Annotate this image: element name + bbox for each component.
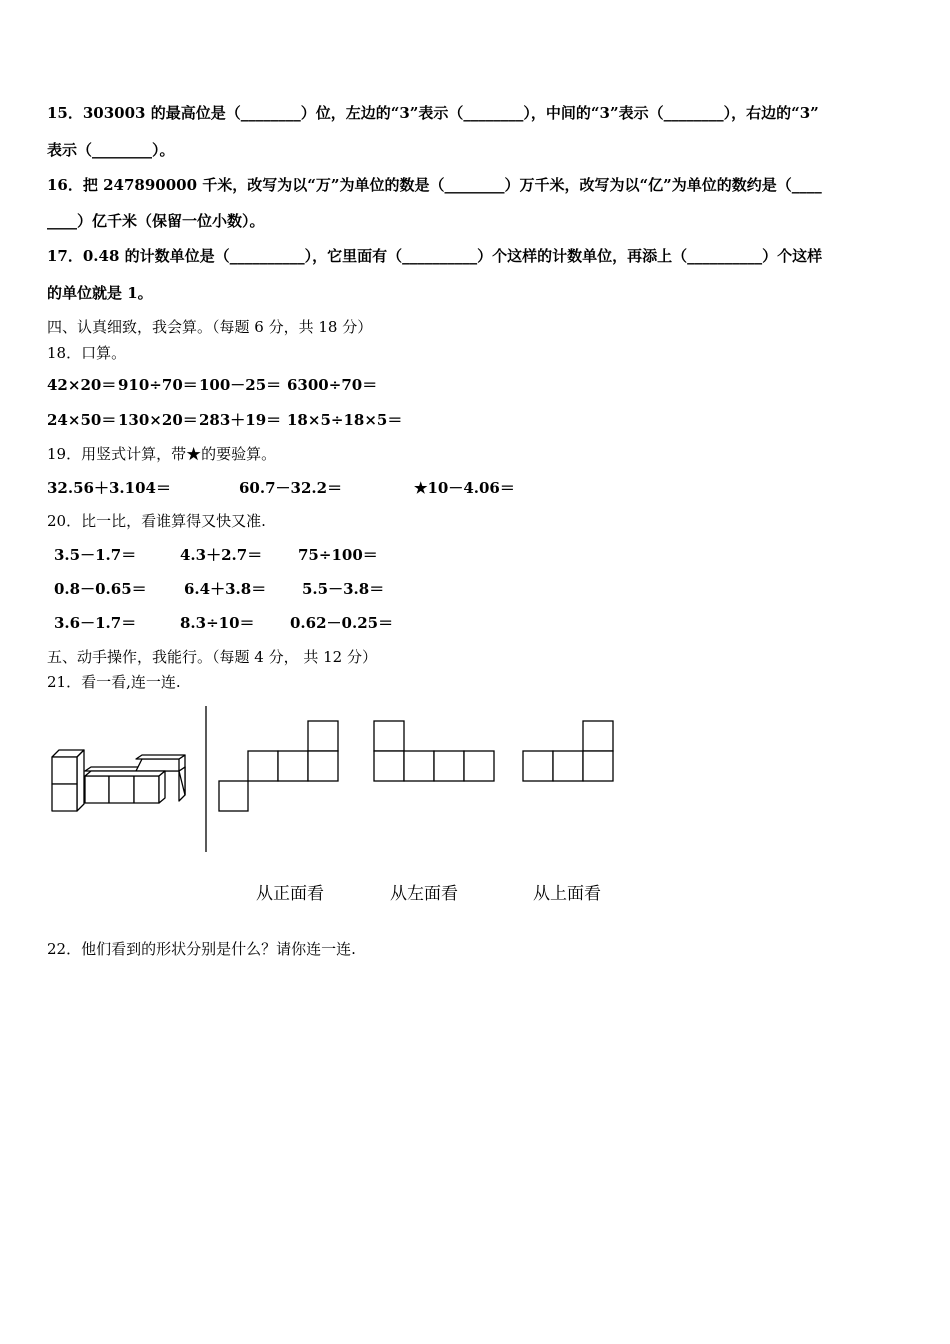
cube-figure: [45, 745, 185, 820]
q18-item: 283＋19＝: [199, 411, 282, 429]
q18-item: 100－25＝: [199, 376, 282, 394]
q15-line1: 15．303003 的最高位是（________）位，左边的“3”表示（________），中间的“3”表示（________），右边的“3”: [47, 104, 819, 122]
q19-item: 32.56＋3.104＝: [47, 479, 171, 497]
q20-item: 8.3÷10＝: [180, 614, 255, 632]
view-shape-3: [522, 720, 615, 783]
section5-heading: 五、动手操作，我能行。（每题 4 分， 共 12 分）: [47, 648, 377, 666]
q21-title: 21．看一看,连一连.: [47, 673, 181, 691]
q16-line1: 16．把 247890000 千米，改写为以“万”为单位的数是（________）万千米，改写为以“亿”为单位的数约是（____: [47, 176, 822, 194]
q20-item: 75÷100＝: [298, 546, 378, 564]
q18-item: 42×20＝: [47, 376, 117, 394]
view-shape-1: [218, 720, 340, 813]
q20-item: 0.62－0.25＝: [290, 614, 394, 632]
view-label-left: 从左面看: [390, 884, 458, 904]
q20-item: 0.8－0.65＝: [54, 580, 147, 598]
q20-item: 4.3＋2.7＝: [180, 546, 263, 564]
view-label-top: 从上面看: [533, 884, 601, 904]
q17-line2: 的单位就是 1。: [47, 284, 153, 302]
view-shape-2: [373, 720, 496, 783]
q19-item: 60.7－32.2＝: [239, 479, 343, 497]
q18-title: 18．口算。: [47, 344, 127, 362]
q17-line1: 17．0.48 的计数单位是（__________），它里面有（__________）个这样的计数单位，再添上（__________）个这样: [47, 247, 823, 265]
q20-item: 3.6－1.7＝: [54, 614, 137, 632]
q19-title: 19．用竖式计算，带★的要验算。: [47, 445, 277, 463]
q20-title: 20．比一比，看谁算得又快又准.: [47, 512, 266, 530]
q18-item: 18×5÷18×5＝: [287, 411, 403, 429]
q18-item: 130×20＝: [118, 411, 198, 429]
divider-line: [205, 706, 209, 852]
q18-item: 24×50＝: [47, 411, 117, 429]
view-label-front: 从正面看: [256, 884, 324, 904]
section4-heading: 四、认真细致，我会算。（每题 6 分，共 18 分）: [47, 318, 373, 336]
q20-item: 3.5－1.7＝: [54, 546, 137, 564]
q20-item: 6.4＋3.8＝: [184, 580, 267, 598]
q18-item: 6300÷70＝: [287, 376, 378, 394]
q19-item: ★10－4.06＝: [414, 479, 515, 497]
q18-item: 910÷70＝: [118, 376, 198, 394]
q22-title: 22．他们看到的形状分别是什么？请你连一连.: [47, 940, 356, 958]
q16-line2: ____）亿千米（保留一位小数）。: [47, 212, 265, 230]
q20-item: 5.5－3.8＝: [302, 580, 385, 598]
q15-line2: 表示（________）。: [47, 141, 175, 159]
